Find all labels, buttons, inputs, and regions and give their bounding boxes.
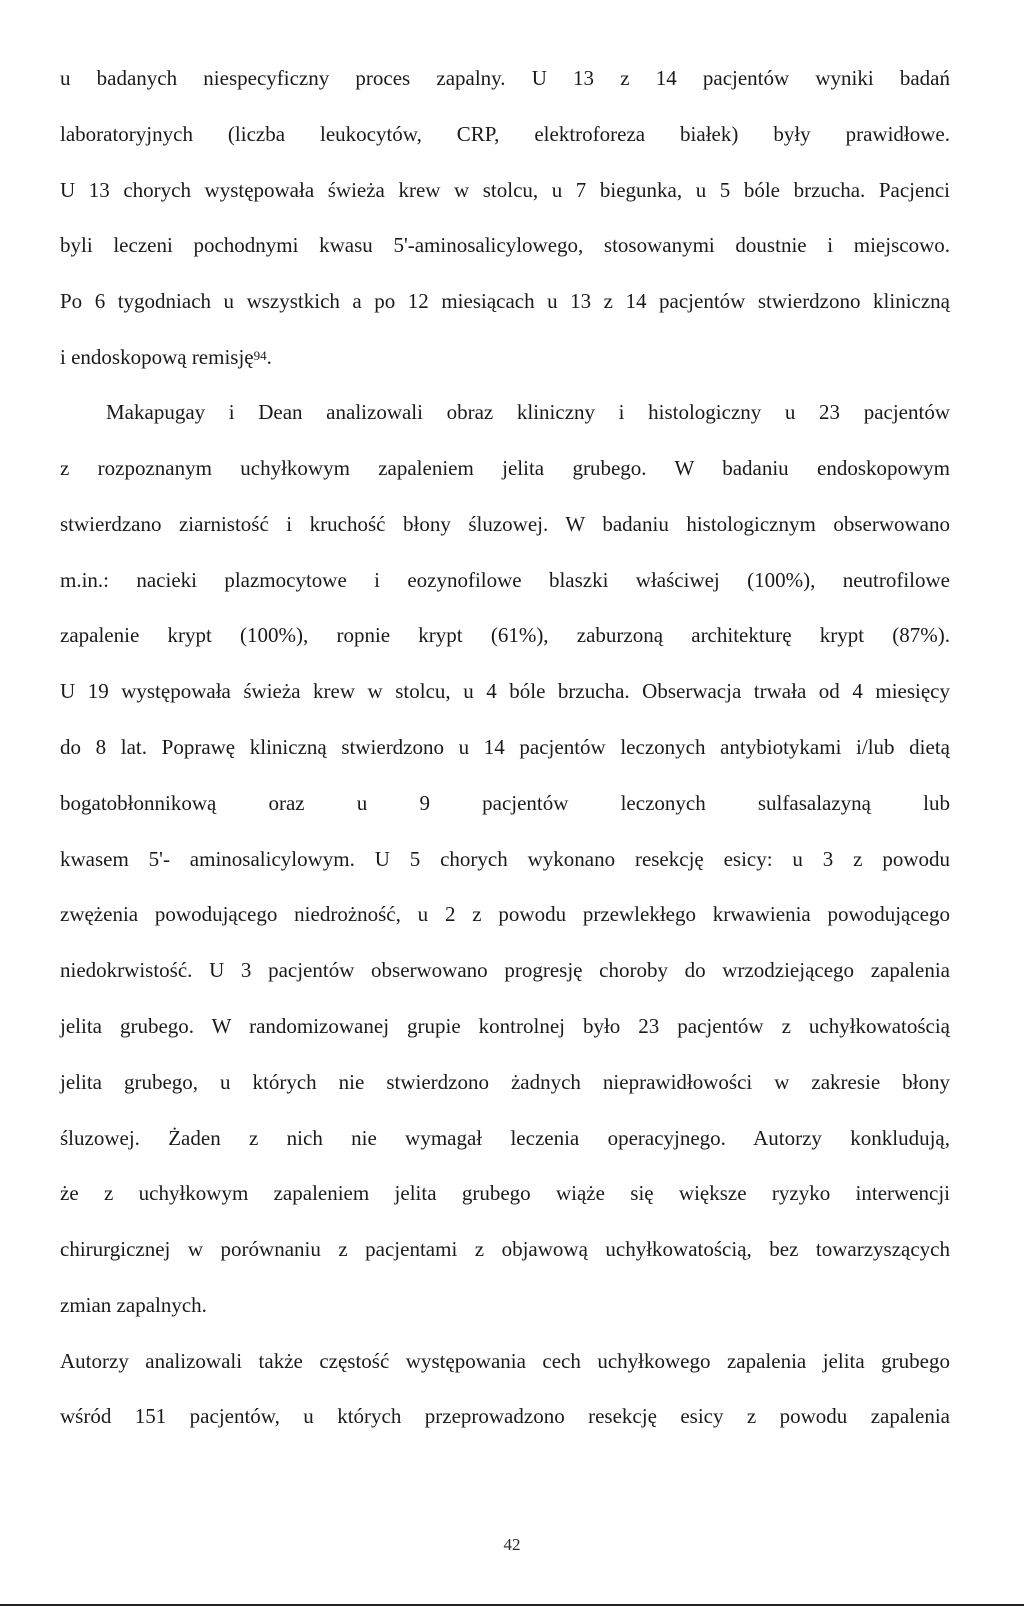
footer-rule-right [352,1604,1024,1606]
text-line: chirurgicznej w porównaniu z pacjentami z objawową uchyłkowatością, bez towarzyszących [60,1237,950,1261]
text-line: U 19 występowała świeża krew w stolcu, u 4 bóle brzucha. Obserwacja trwała od 4 miesięcy [60,679,950,703]
footer-rule-left [0,1604,352,1606]
text-line: wśród 151 pacjentów, u których przeprowadzono resekcję esicy z powodu zapalenia [60,1404,950,1428]
text-line: laboratoryjnych (liczba leukocytów, CRP, elektroforeza białek) były prawidłowe. [60,122,950,146]
text-line: zapalenie krypt (100%), ropnie krypt (61%), zaburzoną architekturę krypt (87%). [60,623,950,647]
page-number: 42 [503,1535,521,1554]
remission-text: i endoskopową remisję [60,345,254,369]
text-line: kwasem 5'- aminosalicylowym. U 5 chorych wykonano resekcję esicy: u 3 z powodu [60,847,950,871]
text-line: niedokrwistość. U 3 pacjentów obserwowano progresję choroby do wrzodziejącego zapalenia [60,958,950,982]
text-line-with-footnote [60,343,950,371]
paragraph-first-line: Autorzy analizowali także częstość występowania cech uchyłkowego zapalenia jelita grubego [60,1349,950,1373]
text-line: u badanych niespecyficzny proces zapalny. U 13 z 14 pacjentów wyniki badań [60,66,950,90]
text-line: śluzowej. Żaden z nich nie wymagał leczenia operacyjnego. Autorzy konkludują, [60,1126,950,1150]
paragraph-first-line: Makapugay i Dean analizowali obraz kliniczny i histologiczny u 23 pacjentów [106,400,950,424]
text-line: U 13 chorych występowała świeża krew w stolcu, u 7 biegunka, u 5 bóle brzucha. Pacjenci [60,178,950,202]
sentence-end: . [266,345,272,369]
text-line: z rozpoznanym uchyłkowym zapaleniem jelita grubego. W badaniu endoskopowym [60,456,950,480]
text-line: że z uchyłkowym zapaleniem jelita grubego wiąże się większe ryzyko interwencji [60,1181,950,1205]
text-line: zwężenia powodującego niedrożność, u 2 z powodu przewlekłego krwawienia powodującego [60,902,950,926]
text-line: zmian zapalnych. [60,1293,207,1317]
footnote-reference: 94 [253,348,267,363]
text-line: jelita grubego. W randomizowanej grupie kontrolnej było 23 pacjentów z uchyłkowatością [60,1014,950,1038]
text-line: byli leczeni pochodnymi kwasu 5'-aminosalicylowego, stosowanymi doustnie i miejscowo. [60,233,950,257]
text-line: Po 6 tygodniach u wszystkich a po 12 miesiącach u 13 z 14 pacjentów stwierdzono kliniczną [60,289,950,313]
text-line: jelita grubego, u których nie stwierdzono żadnych nieprawidłowości w zakresie błony [60,1070,950,1094]
text-line: bogatobłonnikową oraz u 9 pacjentów leczonych sulfasalazyną lub [60,791,950,815]
text-line: do 8 lat. Poprawę kliniczną stwierdzono u 14 pacjentów leczonych antybiotykami i/lub dietą [60,735,950,759]
text-line: m.in.: nacieki plazmocytowe i eozynofilowe blaszki właściwej (100%), neutrofilowe [60,568,950,592]
text-line: stwierdzano ziarnistość i kruchość błony śluzowej. W badaniu histologicznym obserwowano [60,512,950,536]
